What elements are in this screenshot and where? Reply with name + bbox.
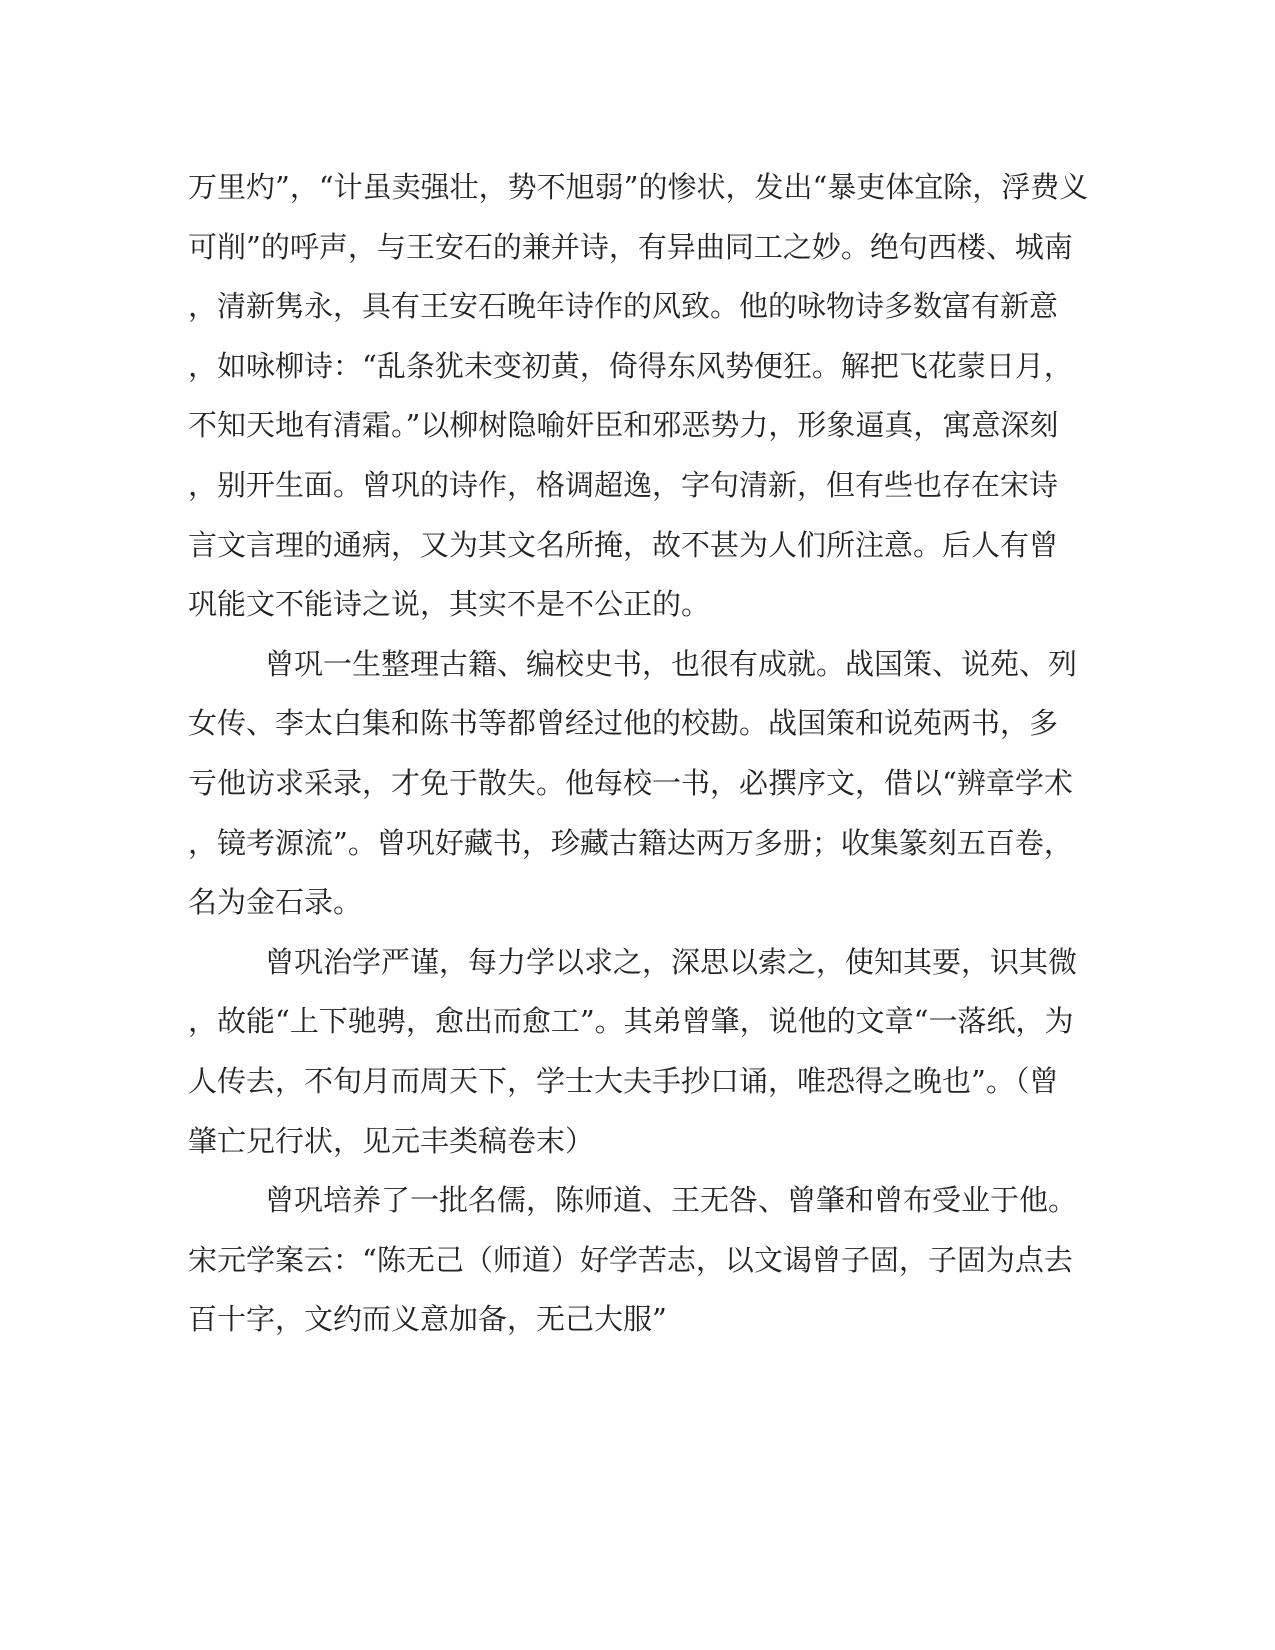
text-line: ，如咏柳诗：“乱条犹未变初黄，倚得东风势便狂。解把飞花蒙日月， (188, 348, 1073, 383)
text-line: 亏他访求采录，才免于散失。他每校一书，必撰序文，借以“辨章学术 (188, 765, 1073, 800)
text-line: 宋元学案云：“陈无己（师道）好学苦志，以文谒曾子固，子固为点去 (188, 1242, 1073, 1277)
paragraph-first-line: 曾巩治学严谨，每力学以求之，深思以索之，使知其要，识其微 (265, 944, 1078, 979)
text-line: 女传、李太白集和陈书等都曾经过他的校勘。战国策和说苑两书，多 (188, 706, 1059, 741)
text-line: 万里灼”，“计虽卖强壮，势不旭弱”的惨状，发出“暴吏体宜除，浮费义 (188, 170, 1089, 204)
text-line: 百十字，文约而义意加备，无己大服” (188, 1302, 667, 1337)
text-line: 名为金石录。 (188, 885, 363, 920)
text-line: 人传去，不旬月而周天下，学士大夫手抄口诵，唯恐得之晚也”。（曾 (188, 1063, 1059, 1098)
text-line: ，清新隽永，具有王安石晚年诗作的风致。他的咏物诗多数富有新意 (188, 289, 1059, 324)
text-line: 可削”的呼声，与王安石的兼并诗，有异曲同工之妙。绝句西楼、城南 (188, 229, 1073, 264)
body-text (188, 158, 1089, 1350)
text-line: ，镜考源流”。曾巩好藏书，珍藏古籍达两万多册；收集篆刻五百卷， (188, 825, 1073, 860)
text-line: 不知天地有清霜。”以柳树隐喻奸臣和邪恶势力，形象逼真，寓意深刻 (188, 408, 1059, 443)
text-line: ，别开生面。曾巩的诗作，格调超逸，字句清新，但有些也存在宋诗 (188, 467, 1059, 502)
paragraph-first-line: 曾巩一生整理古籍、编校史书，也很有成就。战国策、说苑、列 (265, 646, 1078, 681)
text-line: ，故能“上下驰骋，愈出而愈工”。其弟曾肇，说他的文章“一落纸，为 (188, 1004, 1074, 1039)
text-line: 言文言理的通病，又为其文名所掩，故不甚为人们所注意。后人有曾 (188, 527, 1059, 562)
text-line: 巩能文不能诗之说，其实不是不公正的。 (188, 587, 711, 622)
paragraph-first-line: 曾巩培养了一批名儒，陈师道、王无咎、曾肇和曾布受业于他。 (265, 1183, 1078, 1218)
text-line: 肇亡兄行状，见元丰类稿卷末） (188, 1123, 595, 1158)
